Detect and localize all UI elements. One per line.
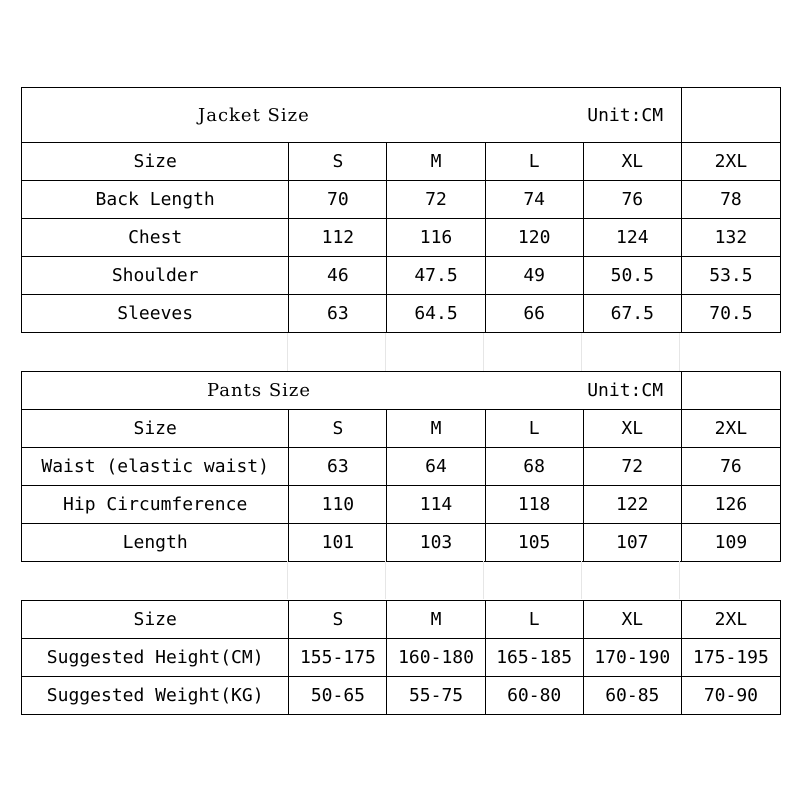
header-cell: 2XL [681, 601, 780, 639]
header-cell: L [485, 410, 583, 448]
value-cell: 53.5 [681, 257, 780, 295]
table-row [22, 295, 781, 333]
value-cell: 112 [289, 219, 387, 257]
jacket-title-empty-cell [681, 88, 780, 143]
row-label: Waist (elastic waist) [22, 448, 289, 486]
value-cell: 74 [485, 181, 583, 219]
value-cell: 122 [583, 486, 681, 524]
value-cell: 66 [485, 295, 583, 333]
value-cell: 76 [583, 181, 681, 219]
header-cell: L [485, 143, 583, 181]
header-cell: Size [22, 143, 289, 181]
value-cell: 63 [289, 295, 387, 333]
value-cell: 110 [289, 486, 387, 524]
row-label: Length [22, 524, 289, 562]
jacket-unit: Unit:CM [583, 88, 681, 143]
row-label: Back Length [22, 181, 289, 219]
value-cell: 160-180 [387, 639, 485, 677]
table-row [22, 524, 781, 562]
value-cell: 116 [387, 219, 485, 257]
table-row [22, 448, 781, 486]
value-cell: 107 [583, 524, 681, 562]
value-cell: 70.5 [681, 295, 780, 333]
jacket-title: Jacket Size [22, 88, 584, 143]
value-cell: 76 [681, 448, 780, 486]
header-cell: 2XL [681, 410, 780, 448]
value-cell: 118 [485, 486, 583, 524]
pants-title-row [22, 372, 781, 410]
value-cell: 50.5 [583, 257, 681, 295]
value-cell: 64.5 [387, 295, 485, 333]
header-cell: L [485, 601, 583, 639]
value-cell: 126 [681, 486, 780, 524]
header-cell: S [289, 601, 387, 639]
suggested-size-table [21, 600, 781, 715]
value-cell: 175-195 [681, 639, 780, 677]
suggest-header-row [22, 601, 781, 639]
header-cell: M [387, 601, 485, 639]
value-cell: 60-85 [583, 677, 681, 715]
header-cell: XL [583, 143, 681, 181]
header-cell: M [387, 143, 485, 181]
table-row [22, 181, 781, 219]
value-cell: 64 [387, 448, 485, 486]
table-row [22, 486, 781, 524]
header-cell: M [387, 410, 485, 448]
value-cell: 70 [289, 181, 387, 219]
pants-title-empty-cell [681, 372, 780, 410]
value-cell: 72 [583, 448, 681, 486]
value-cell: 67.5 [583, 295, 681, 333]
jacket-title-row [22, 88, 781, 143]
value-cell: 68 [485, 448, 583, 486]
value-cell: 132 [681, 219, 780, 257]
value-cell: 63 [289, 448, 387, 486]
pants-unit: Unit:CM [583, 372, 681, 410]
value-cell: 120 [485, 219, 583, 257]
jacket-size-table [21, 87, 781, 333]
value-cell: 165-185 [485, 639, 583, 677]
table-gap [21, 561, 781, 599]
table-row [22, 677, 781, 715]
row-label: Sleeves [22, 295, 289, 333]
table-row [22, 219, 781, 257]
value-cell: 47.5 [387, 257, 485, 295]
pants-header-row [22, 410, 781, 448]
row-label: Shoulder [22, 257, 289, 295]
header-cell: XL [583, 410, 681, 448]
value-cell: 49 [485, 257, 583, 295]
value-cell: 103 [387, 524, 485, 562]
value-cell: 50-65 [289, 677, 387, 715]
header-cell: S [289, 143, 387, 181]
row-label: Suggested Height(CM) [22, 639, 289, 677]
value-cell: 155-175 [289, 639, 387, 677]
jacket-header-row [22, 143, 781, 181]
value-cell: 105 [485, 524, 583, 562]
header-cell: XL [583, 601, 681, 639]
header-cell: Size [22, 410, 289, 448]
value-cell: 72 [387, 181, 485, 219]
value-cell: 78 [681, 181, 780, 219]
header-cell: Size [22, 601, 289, 639]
value-cell: 109 [681, 524, 780, 562]
pants-title: Pants Size [22, 372, 584, 410]
header-cell: 2XL [681, 143, 780, 181]
value-cell: 170-190 [583, 639, 681, 677]
row-label: Suggested Weight(KG) [22, 677, 289, 715]
table-row [22, 639, 781, 677]
value-cell: 55-75 [387, 677, 485, 715]
row-label: Chest [22, 219, 289, 257]
table-gap [21, 333, 781, 371]
value-cell: 70-90 [681, 677, 780, 715]
value-cell: 114 [387, 486, 485, 524]
value-cell: 124 [583, 219, 681, 257]
value-cell: 60-80 [485, 677, 583, 715]
value-cell: 46 [289, 257, 387, 295]
table-row [22, 257, 781, 295]
pants-size-table [21, 371, 781, 562]
value-cell: 101 [289, 524, 387, 562]
header-cell: S [289, 410, 387, 448]
row-label: Hip Circumference [22, 486, 289, 524]
